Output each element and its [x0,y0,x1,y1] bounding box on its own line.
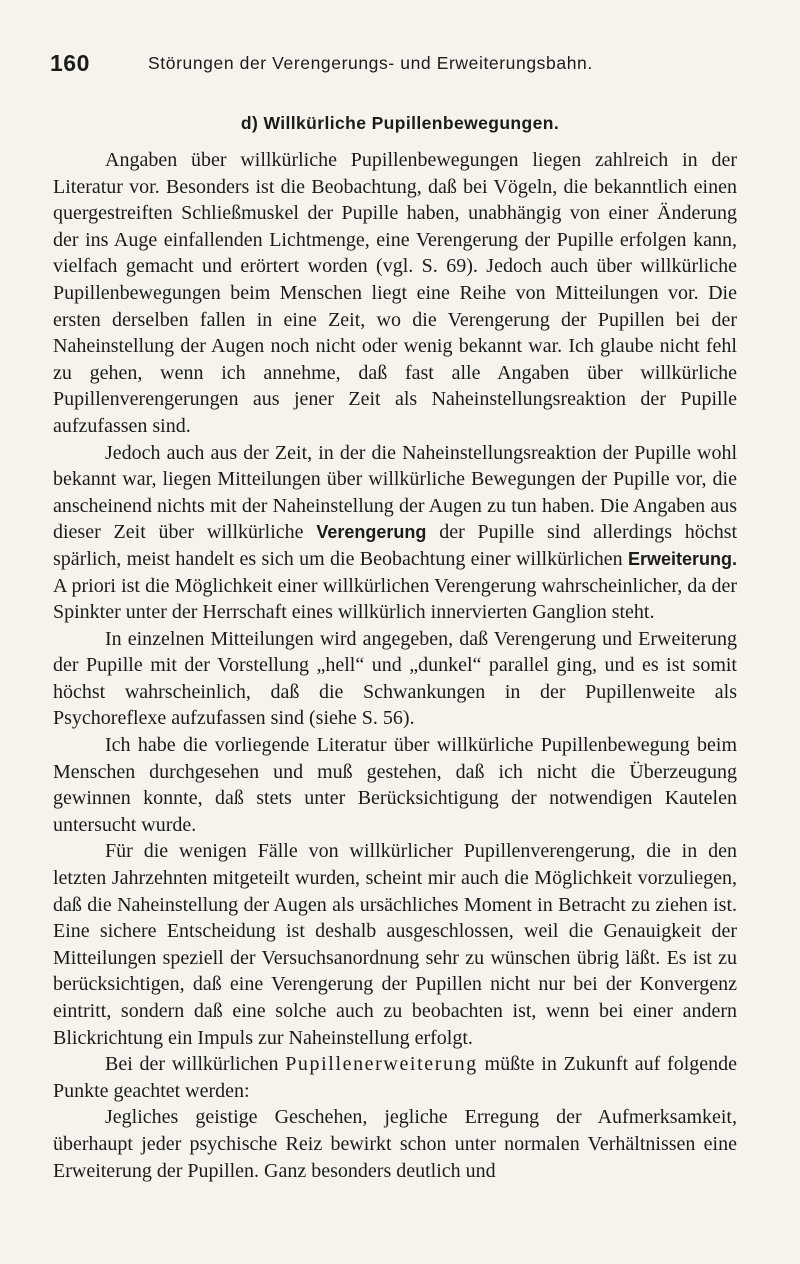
paragraph-2-text-e: A priori ist die Möglichkeit einer willkürlichen Verengerung wahrscheinlicher, da der Spinkter unter der Herrschaft eines willkürlich innervierten Ganglion steht. [53,574,737,624]
page-number: 160 [50,50,90,76]
body-text [53,147,737,1184]
paragraph-6 [53,1051,737,1104]
paragraph-5: Für die wenigen Fälle von willkürlicher Pupillenverengerung, die in den letzten Jahrzehnten mitgeteilt wurden, scheint mir auch die Möglichkeit vorzuliegen, daß die Naheinstellung der Augen als ursächliches Moment in Betracht zu ziehen ist. Eine sichere Entscheidung ist deshalb ausgeschlossen, weil die Genauigkeit der Mitteilungen speziell der Versuchsanordnung sehr zu wünschen übrig läßt. Es ist zu berücksichtigen, daß eine Verengerung der Pupillen nicht nur bei der Konvergenz eintritt, sondern daß eine solche auch zu beobachten ist, wenn bei einer andern Blickrichtung ein Impuls zur Naheinstellung erfolgt. [53,840,737,1049]
section-title: d) Willkürliche Pupillenbewegungen. [240,113,560,133]
emphasis-verengerung: Verengerung [316,522,427,543]
running-title: Störungen der Verengerungs- und Erweiterungsbahn. [148,53,593,73]
paragraph-7: Jegliches geistige Geschehen, jegliche Erregung der Aufmerksamkeit, überhaupt jeder psychische Reiz bewirkt schon unter normalen Verhältnissen eine Erweiterung der Pupillen. Ganz besonders deutlich und [53,1106,737,1182]
paragraph-3: In einzelnen Mitteilungen wird angegeben, daß Verengerung und Erweiterung der Pupille mit der Vorstellung „hell“ und „dunkel“ parallel ging, und es ist somit höchst wahrscheinlich, daß die Schwankungen in der Pupillenweite als Psychoreflexe aufzufassen sind (siehe S. 56). [53,627,737,730]
paragraph-6-text-a: Bei der willkürlichen [105,1053,279,1076]
paragraph-6-text-c: müßte in Zukunft auf folgende Punkte geachtet werden: [53,1053,738,1102]
paragraph-1: Angaben über willkürliche Pupillenbewegungen liegen zahlreich in der Literatur vor. Besonders ist die Beobachtung, daß bei Vögeln, die bekanntlich einen quergestreiften Schließmuskel der Pupille haben, unabhängig von einer Änderung der ins Auge einfallenden Lichtmenge, eine Verengerung der Pupille erfolgen kann, vielfach gemacht und erörtert worden (vgl. S. 69). Jedoch auch über willkürliche Pupillenbewegungen beim Menschen liegt eine Reihe von Mitteilungen vor. Die ersten derselben fallen in eine Zeit, wo die Verengerung der Pupillen bei der Naheinstellung der Augen noch nicht oder wenig bekannt war. Ich glaube nicht fehl zu gehen, wenn ich annehme, daß fast alle Angaben über willkürliche Pupillenverengerungen aus jener Zeit als Naheinstellungsreaktion der Pupille aufzufassen sind. [53,149,737,437]
paragraph-2-text-c: der Pupille sind allerdings höchst spärlich, meist handelt es sich um die Beobachtung einer willkürlichen [53,521,738,570]
page-header [50,50,750,90]
paragraph-4: Ich habe die vorliegende Literatur über willkürliche Pupillenbewegung beim Menschen durchgesehen und muß gestehen, daß ich nicht die Überzeugung gewinnen konnte, daß stets unter Berücksichtigung der notwendigen Kautelen untersucht wurde. [53,734,737,836]
emphasis-pupillenerweiterung: Pupillenerweiterung [285,1053,478,1076]
emphasis-erweiterung: Erweiterung. [627,548,738,569]
paragraph-2-text-a: Jedoch auch aus der Zeit, in der die Naheinstellungsreaktion der Pupille wohl bekannt war, liegen Mitteilungen über willkürliche Bewegungen der Pupille vor, die anscheinend nichts mit der Naheinstellung der Augen zu tun haben. Die Angaben aus dieser Zeit über willkürliche [53,441,737,544]
paragraph-2 [53,440,737,626]
